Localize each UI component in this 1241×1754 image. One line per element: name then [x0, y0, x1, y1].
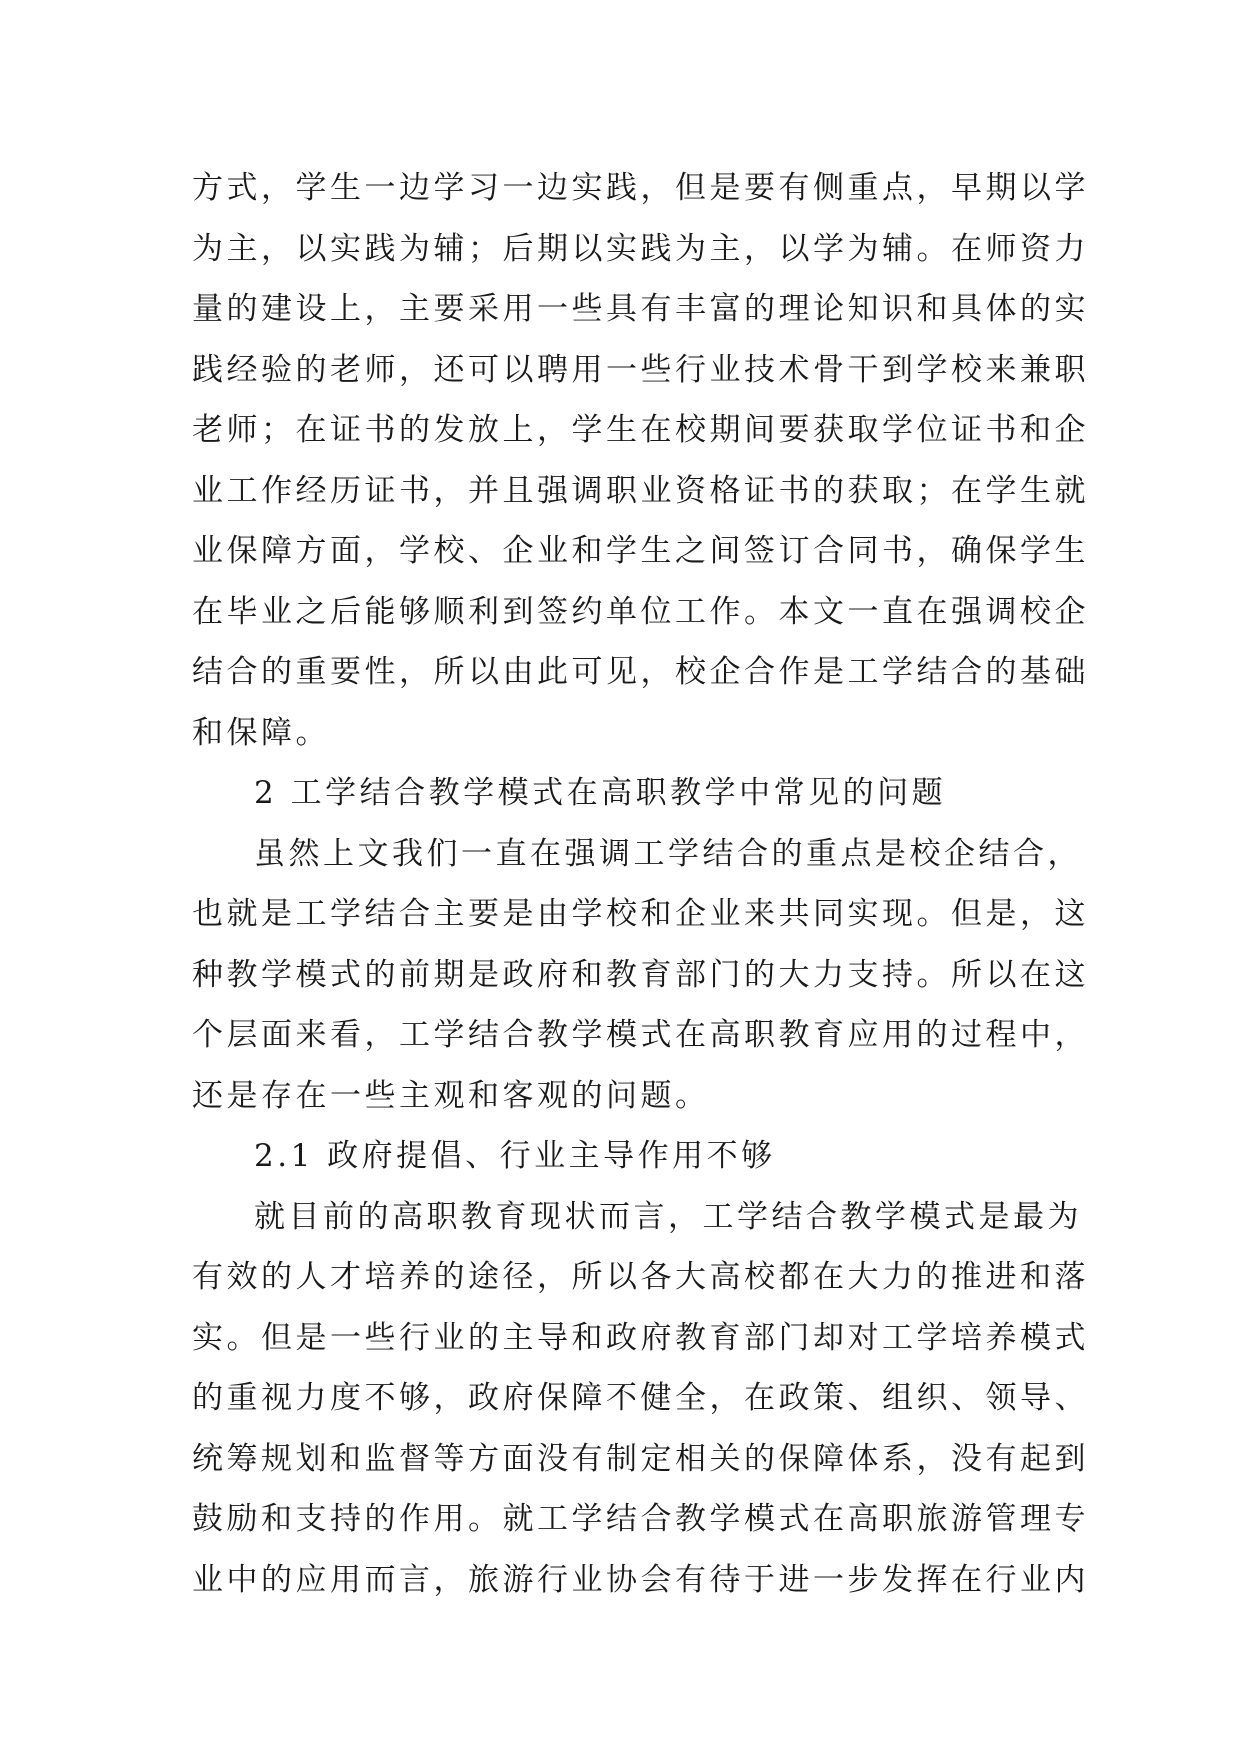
document-body [192, 158, 1089, 1610]
paragraph-2 [192, 824, 1089, 1127]
text-line: 的重视力度不够，政府保障不健全，在政策、组织、领导、 [192, 1380, 1089, 1416]
text-line: 实。但是一些行业的主导和政府教育部门却对工学培养模式 [192, 1319, 1089, 1356]
text-line: 还是存在一些主观和客观的问题。 [192, 1077, 710, 1114]
paragraph-3 [192, 1187, 1089, 1611]
text-line: 虽然上文我们一直在强调工学结合的重点是校企结合， [254, 835, 1082, 872]
text-line: 个层面来看，工学结合教学模式在高职教育应用的过程中， [192, 1017, 1089, 1053]
text-line: 业工作经历证书，并且强调职业资格证书的获取；在学生就 [192, 472, 1089, 509]
text-line: 种教学模式的前期是政府和教育部门的大力支持。所以在这 [192, 956, 1089, 993]
text-line: 践经验的老师，还可以聘用一些行业技术骨干到学校来兼职 [192, 351, 1089, 388]
paragraph-1 [192, 158, 1089, 763]
text-line: 业保障方面，学校、企业和学生之间签订合同书，确保学生 [192, 533, 1089, 569]
section-heading-2-1: 2.1 政府提倡、行业主导作用不够 [254, 1138, 776, 1174]
section-heading-2: 2 工学结合教学模式在高职教学中常见的问题 [254, 775, 947, 811]
text-line: 量的建设上，主要采用一些具有丰富的理论知识和具体的实 [192, 291, 1089, 327]
text-line: 老师；在证书的发放上，学生在校期间要获取学位证书和企 [192, 412, 1089, 448]
text-line: 业中的应用而言，旅游行业协会有待于进一步发挥在行业内 [192, 1561, 1089, 1598]
text-line: 在毕业之后能够顺利到签约单位工作。本文一直在强调校企 [192, 593, 1089, 630]
text-line: 结合的重要性，所以由此可见，校企合作是工学结合的基础 [192, 654, 1089, 690]
text-line: 也就是工学结合主要是由学校和企业来共同实现。但是，这 [192, 896, 1089, 932]
text-line: 方式，学生一边学习一边实践，但是要有侧重点，早期以学 [192, 170, 1089, 206]
text-line: 为主，以实践为辅；后期以实践为主，以学为辅。在师资力 [192, 230, 1089, 267]
text-line: 就目前的高职教育现状而言，工学结合教学模式是最为 [254, 1198, 1082, 1235]
text-line: 鼓励和支持的作用。就工学结合教学模式在高职旅游管理专 [192, 1501, 1089, 1537]
text-line: 有效的人才培养的途径，所以各大高校都在大力的推进和落 [192, 1259, 1089, 1295]
text-line: 统筹规划和监督等方面没有制定相关的保障体系，没有起到 [192, 1440, 1089, 1477]
text-line: 和保障。 [192, 714, 330, 751]
